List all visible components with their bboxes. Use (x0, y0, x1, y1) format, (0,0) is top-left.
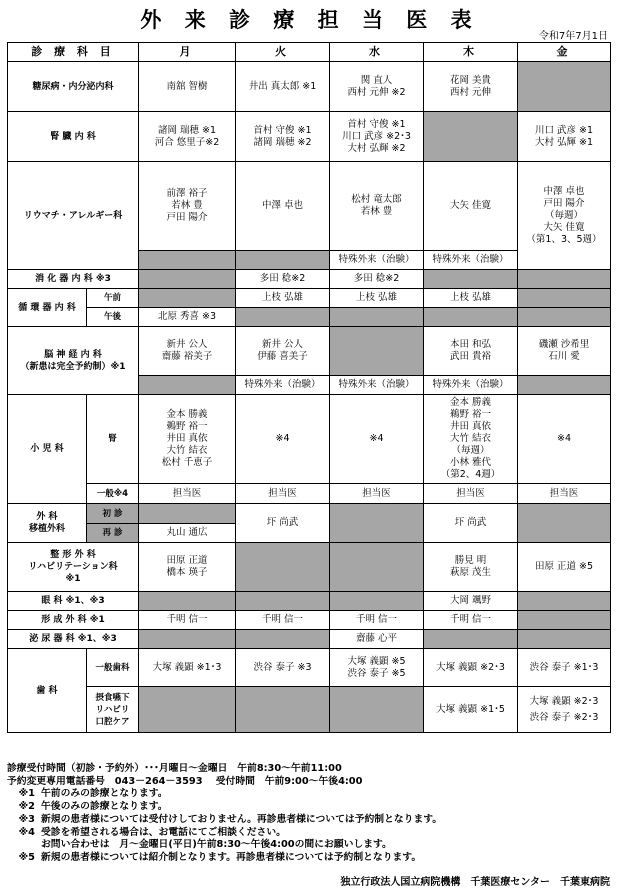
cell-closed (139, 251, 236, 270)
cell-closed (236, 543, 330, 592)
row-cardiology-pm (8, 308, 611, 327)
cell-closed (518, 62, 611, 112)
cell: 圷 尚武 (236, 504, 330, 543)
doctor: 川口 武彦 ※1 (534, 124, 594, 136)
cell-closed (518, 504, 611, 543)
cell-closed (330, 327, 424, 376)
cell: ※4 (518, 395, 611, 484)
cell: 大塚 義顕 ※2･3 (424, 649, 518, 687)
cell-closed (139, 376, 236, 395)
cell: 特殊外来（治験） (330, 251, 424, 270)
cell: 圷 尚武 (424, 504, 518, 543)
doctor: 若林 豊 (171, 200, 203, 211)
organization-name: 独立行政法人国立病院機構 千葉医療センター 千葉東病院 (340, 877, 610, 888)
cell: 特殊外来（治験） (236, 376, 330, 395)
row-urology (8, 630, 611, 649)
note (7, 788, 612, 801)
note-key: ※3 (18, 813, 35, 825)
doctor: 小林 雅代 (449, 457, 492, 468)
cell: 大矢 佳寛 (424, 162, 518, 251)
cell-closed (139, 592, 236, 611)
cell: 担当医 (139, 484, 236, 504)
cell: 多田 稔※2 (236, 270, 330, 289)
doctor: 諸岡 瑞穂 ※1 (157, 124, 217, 136)
cell (139, 112, 236, 162)
cell: 特殊外来（治験） (424, 251, 518, 270)
cell: 担当医 (330, 484, 424, 504)
dept-label: 泌 尿 器 科 ※1、※3 (8, 630, 139, 649)
doctor: 石川 愛 (548, 351, 580, 362)
row-plastic (8, 611, 611, 630)
doctor: 井田 真依 (449, 421, 492, 432)
doctor: 河合 悠里子※2 (154, 136, 220, 148)
cell-closed (424, 308, 518, 327)
cell: 上枝 弘雄 (424, 289, 518, 308)
header-dept: 診 療 科 目 (8, 43, 139, 62)
row-diabetes (8, 62, 611, 112)
cell: 担当医 (236, 484, 330, 504)
note-key (7, 839, 41, 852)
cell-closed (518, 308, 611, 327)
doctor: 伊藤 喜美子 (257, 351, 308, 362)
doctor: 新井 公人 (166, 339, 208, 350)
header-tue: 火 (236, 43, 330, 62)
cell: 上枝 弘雄 (236, 289, 330, 308)
cell (139, 162, 236, 251)
dept-name: 移植外科 (28, 524, 65, 534)
cell (424, 543, 518, 592)
doctor: 戸田 陽介 (166, 212, 208, 223)
cell (330, 62, 424, 112)
doctor: 西村 元伸 (449, 86, 492, 98)
issue-date: 令和7年7月1日 (538, 31, 608, 42)
sub-label: 再 診 (87, 524, 139, 543)
cell: 渋谷 泰子 ※3 (236, 649, 330, 687)
cell (139, 395, 236, 484)
cell-closed (330, 308, 424, 327)
doctor: 田原 正道 (166, 555, 208, 566)
doctor: 大矢 佳寛 (543, 221, 585, 233)
header-wed: 水 (330, 43, 424, 62)
doctor: 若林 豊 (360, 206, 393, 217)
cell: 北原 秀喜 ※3 (139, 308, 236, 327)
note-text: 午後のみの診療となります。 (41, 801, 168, 813)
cell: 大塚 義顕 ※1･5 (424, 687, 518, 733)
cell: 多田 稔※2 (330, 270, 424, 289)
dept-note: ※1 (65, 574, 81, 584)
doctor: 井田 真依 (166, 433, 208, 444)
cell: 中澤 卓也 (236, 162, 330, 251)
note-key: ※2 (18, 801, 35, 813)
doctor: （毎週） (451, 445, 490, 456)
row-cardiology-am (8, 289, 611, 308)
doctor: （毎週） (544, 209, 583, 221)
doctor: 松村 千恵子 (161, 457, 213, 468)
doctor: 花岡 美貴 (449, 74, 492, 86)
dept-label: 小 児 科 (8, 395, 87, 504)
doctor: 磯瀬 沙希里 (538, 339, 590, 350)
cell-closed (236, 308, 330, 327)
cell-closed (518, 630, 611, 649)
doctor: 渋谷 泰子 ※5 (347, 667, 406, 679)
cell-closed (424, 112, 518, 162)
cell (518, 687, 611, 733)
row-ophthalmology (8, 592, 611, 611)
note-key: ※1 (18, 788, 35, 800)
dept-name: 脳 神 経 内 科 (44, 349, 102, 360)
footer (7, 763, 612, 865)
header-thu: 木 (424, 43, 518, 62)
row-dental-general (8, 649, 611, 687)
cell: 特殊外来（治験） (424, 376, 518, 395)
dept-label: 形 成 外 科 ※1 (8, 611, 139, 630)
cell (236, 327, 330, 376)
cell-closed (518, 270, 611, 289)
dept-label: 消 化 器 内 科 ※3 (8, 270, 139, 289)
cell-closed (330, 592, 424, 611)
cell (330, 112, 424, 162)
sub-line: リハビリ (95, 704, 130, 715)
doctor: 川口 武彦 ※2･3 (342, 130, 411, 142)
dept-label (8, 543, 139, 592)
sub-line: 口腔ケア (95, 716, 130, 727)
cell: 千明 信一 (139, 611, 236, 630)
row-pediatrics-general (8, 484, 611, 504)
note-text: 午前のみの診療となります。 (41, 788, 168, 800)
note (7, 827, 612, 840)
header-fri: 金 (518, 43, 611, 62)
cell (330, 162, 424, 251)
cell-closed (236, 630, 330, 649)
doctor: 新井 公人 (261, 339, 304, 350)
page-title: 外 来 診 療 担 当 医 表 (140, 8, 480, 32)
row-orthopedics (8, 543, 611, 592)
doctor: 金本 勝義 (449, 397, 492, 408)
row-dental-rehab (8, 687, 611, 733)
cell: 渋谷 泰子 ※1･3 (518, 649, 611, 687)
header-row (8, 43, 611, 62)
cell: 千明 信一 (330, 611, 424, 630)
cell: ※4 (236, 395, 330, 484)
sub-label: 腎 (87, 395, 139, 484)
cell-closed (236, 687, 330, 733)
cell-closed (424, 630, 518, 649)
cell: 担当医 (424, 484, 518, 504)
cell: 大岡 颯野 (424, 592, 518, 611)
cell-closed (330, 504, 424, 543)
dept-label: 歯 科 (8, 649, 87, 733)
cell: 齋藤 心平 (330, 630, 424, 649)
cell-closed (139, 289, 236, 308)
cell (518, 327, 611, 376)
doctor: 渋谷 泰子 ※2･3 (529, 711, 599, 723)
cell-closed (139, 687, 236, 733)
doctor: 武田 貴裕 (449, 351, 492, 362)
doctor: （第1、3、5週） (526, 233, 602, 245)
cell (424, 62, 518, 112)
doctor: 大村 弘輝 ※2 (347, 142, 406, 154)
cell-closed (139, 270, 236, 289)
note-text: 新規の患者様については紹介制となります。再診患者様については予約制となります。 (41, 851, 422, 863)
note-key: ※5 (18, 851, 35, 863)
doctor: 鵜野 裕一 (166, 421, 208, 432)
doctor: 大竹 結衣 (449, 433, 492, 444)
cell-closed (518, 592, 611, 611)
doctor: 戸田 陽介 (543, 197, 585, 209)
doctor: 関 直人 (360, 74, 393, 86)
note-text: 新規の患者様については受付けしておりません。再診患者様については予約制となります。 (41, 813, 443, 825)
reception-hours: 診療受付時間（初診・予約外）･･･月曜日～金曜日 午前8:30～午前11:00 (7, 763, 342, 774)
sub-label: 一般歯科 (87, 649, 139, 687)
cell-closed (139, 630, 236, 649)
doctor: 萩原 茂生 (449, 567, 492, 578)
cell: 上枝 弘雄 (330, 289, 424, 308)
dept-label: 腎 臓 内 科 (8, 112, 139, 162)
dept-label: 糖尿病・内分泌内科 (8, 62, 139, 112)
cell-closed (236, 592, 330, 611)
dept-label: 眼 科 ※1、※3 (8, 592, 139, 611)
doctor: 齋藤 裕美子 (161, 351, 213, 362)
doctor: 大村 弘輝 ※1 (534, 136, 594, 148)
row-surgery-first (8, 504, 611, 524)
row-gastro (8, 270, 611, 289)
doctor: 鵜野 裕一 (449, 409, 492, 420)
note (7, 814, 612, 827)
cell-closed (518, 376, 611, 395)
note-text: 受診を希望される場合は、お電話にてご相談ください。 (41, 826, 286, 838)
doctor: 西村 元伸 ※2 (347, 86, 406, 98)
doctor: 大塚 義顕 ※2･3 (529, 695, 599, 707)
dept-name: 外 科 (36, 512, 58, 522)
note-key: ※4 (18, 826, 35, 838)
note (7, 839, 612, 852)
doctor: 中澤 卓也 (543, 185, 585, 197)
cell-closed (330, 687, 424, 733)
doctor: 諸岡 瑞穂 ※2 (253, 136, 312, 148)
note (7, 801, 612, 814)
cell: 丸山 通広 (139, 524, 236, 543)
schedule-table (7, 42, 611, 733)
cell (330, 649, 424, 687)
cell (236, 112, 330, 162)
row-pediatrics-kidney (8, 395, 611, 484)
sub-label: 初 診 (87, 504, 139, 524)
doctor: 前澤 裕子 (166, 188, 208, 199)
doctor: 首村 守俊 ※1 (253, 124, 312, 136)
cell: 南舘 智樹 (139, 62, 236, 112)
cell (139, 543, 236, 592)
sub-label: 午後 (87, 308, 139, 327)
cell-closed (330, 543, 424, 592)
sub-label: 午前 (87, 289, 139, 308)
note-text: お問い合わせは 月～金曜日(平日)午前8:30～午後4:00の間にお願いします。 (41, 839, 392, 851)
cell (518, 162, 611, 270)
cell: 田原 正道 ※5 (518, 543, 611, 592)
row-nephrology (8, 112, 611, 162)
cell-closed (424, 270, 518, 289)
cell-closed (236, 251, 330, 270)
cell (518, 112, 611, 162)
cell (139, 327, 236, 376)
dept-label: 循 環 器 内 科 (8, 289, 87, 327)
doctor: 橋本 瑛子 (166, 567, 208, 578)
cell (424, 327, 518, 376)
cell-closed (518, 289, 611, 308)
cell-closed (139, 504, 236, 524)
doctor: 勝見 明 (454, 555, 487, 566)
dept-label: リウマチ・アレルギー科 (8, 162, 139, 270)
doctor: （第2、4週） (440, 469, 501, 480)
cell: 特殊外来（治験） (330, 376, 424, 395)
doctor: 金本 勝義 (166, 409, 208, 420)
dept-name: リハビリテーション科 (28, 562, 118, 572)
sub-label (87, 687, 139, 733)
sub-label: 一般※4 (87, 484, 139, 504)
row-neurology (8, 327, 611, 376)
cell: 井出 真太郎 ※1 (236, 62, 330, 112)
doctor: 本田 和弘 (449, 339, 492, 350)
reservation-phone: 予約変更専用電話番号 043－264－3593 受付時間 午前9:00～午後4:00 (7, 775, 363, 787)
row-rheumatology (8, 162, 611, 251)
cell: 担当医 (518, 484, 611, 504)
doctor: 松村 竜太郎 (351, 194, 402, 205)
sub-line: 摂食嚥下 (95, 692, 130, 703)
doctor: 首村 守俊 ※1 (347, 118, 406, 130)
dept-note: （新患は完全予約制）※1 (20, 361, 126, 372)
cell: ※4 (330, 395, 424, 484)
doctor: 大竹 結衣 (166, 445, 208, 456)
note (7, 852, 612, 865)
dept-label (8, 504, 87, 543)
header-mon: 月 (139, 43, 236, 62)
cell-closed (518, 611, 611, 630)
cell (424, 395, 518, 484)
cell: 千明 信一 (424, 611, 518, 630)
cell: 千明 信一 (236, 611, 330, 630)
cell: 大塚 義顕 ※1･3 (139, 649, 236, 687)
dept-name: 整 形 外 科 (50, 550, 96, 560)
dept-label (8, 327, 139, 395)
doctor: 大塚 義顕 ※5 (347, 655, 406, 667)
